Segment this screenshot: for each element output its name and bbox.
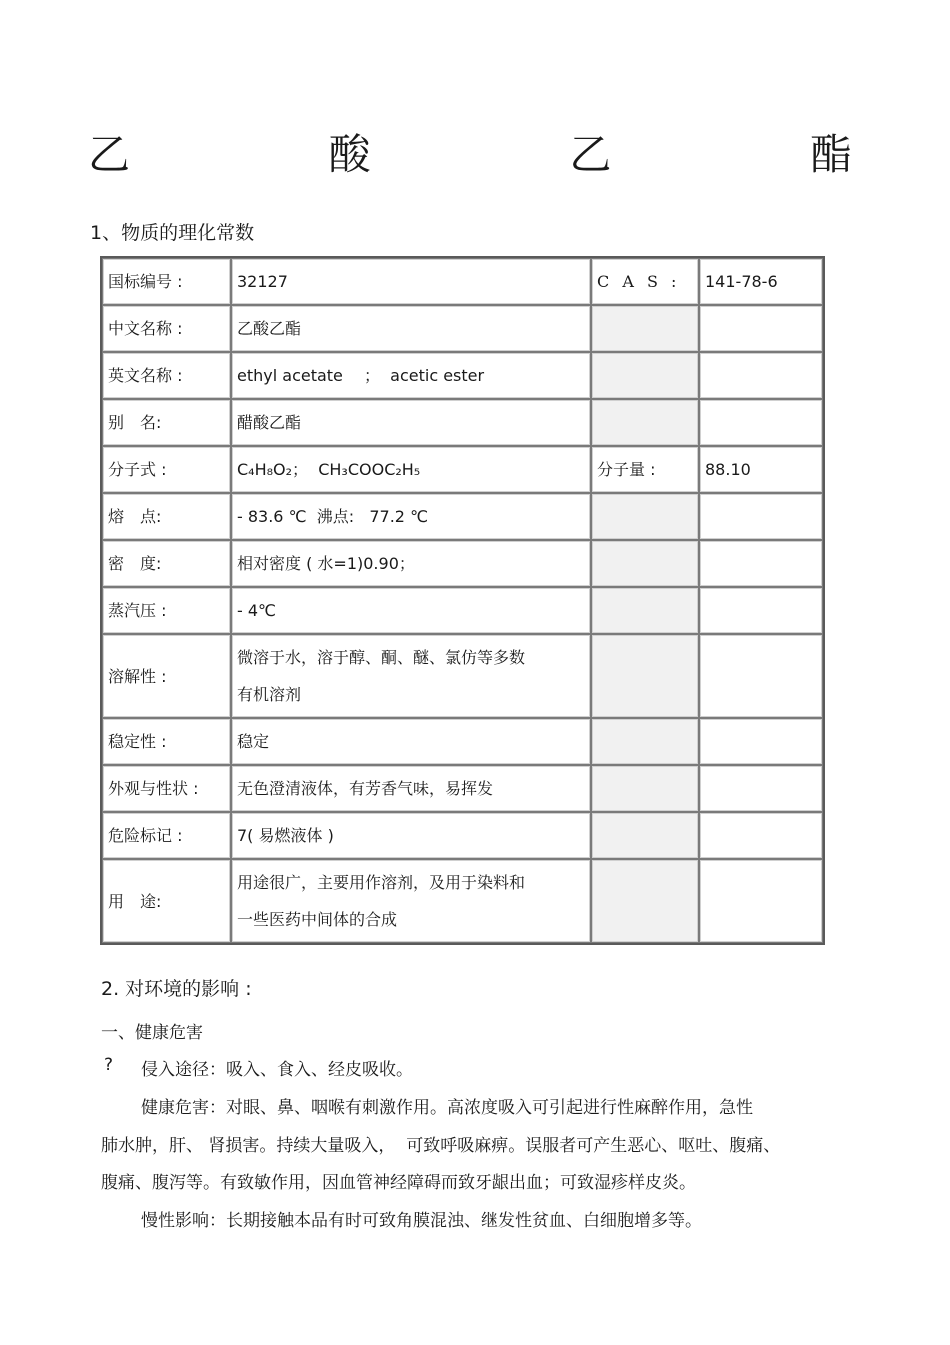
row-label: 溶解性 : [102, 634, 231, 718]
section2-heading: 2. 对环境的影响 : [101, 978, 252, 1000]
row-label: 别 名: [102, 399, 231, 446]
value-line: 用途很广，主要用作溶剂，及用于染料和 [237, 873, 526, 892]
cas-value: 141-78-6 [699, 258, 823, 305]
empty-cell [699, 493, 823, 540]
route-text: 侵入途径：吸入、食入、经皮吸收。 [141, 1060, 413, 1080]
empty-cell [591, 859, 699, 943]
row-value [231, 859, 591, 943]
row-label: 危险标记 : [102, 812, 231, 859]
table-row [102, 859, 823, 943]
row-label: 英文名称 : [102, 352, 231, 399]
empty-cell [591, 399, 699, 446]
section1-heading: 1、物质的理化常数 [90, 222, 255, 244]
empty-cell [699, 765, 823, 812]
empty-cell [591, 812, 699, 859]
health-hazard-subheading: 一、健康危害 [101, 1023, 203, 1043]
empty-cell [591, 587, 699, 634]
title-char: 乙 [569, 130, 612, 179]
cas-label: C A S : [591, 258, 699, 305]
table-row [102, 587, 823, 634]
empty-cell [591, 305, 699, 352]
table-row [102, 540, 823, 587]
bullet-mark: ? [104, 1055, 114, 1075]
row-label: 熔 点: [102, 493, 231, 540]
empty-cell [699, 634, 823, 718]
table-row [102, 812, 823, 859]
row-value: 乙酸乙酯 [231, 305, 591, 352]
molecular-weight-value: 88.10 [699, 446, 823, 493]
table-row [102, 446, 823, 493]
row-label: 密 度: [102, 540, 231, 587]
empty-cell [591, 634, 699, 718]
row-value: 7( 易燃液体 ) [231, 812, 591, 859]
chronic-effects-text: 慢性影响：长期接触本品有时可致角膜混浊、继发性贫血、白细胞增多等。 [141, 1211, 702, 1231]
empty-cell [699, 399, 823, 446]
empty-cell [699, 352, 823, 399]
empty-cell [591, 765, 699, 812]
title-char: 酸 [328, 130, 371, 179]
empty-cell [591, 493, 699, 540]
row-value: 醋酸乙酯 [231, 399, 591, 446]
row-label: 国标编号 : [102, 258, 231, 305]
title-char: 酯 [809, 130, 852, 179]
title-char: 乙 [88, 130, 131, 179]
row-label: 稳定性 : [102, 718, 231, 765]
table-row [102, 718, 823, 765]
row-value: 32127 [231, 258, 591, 305]
row-label: 外观与性状 : [102, 765, 231, 812]
table-row [102, 258, 823, 305]
empty-cell [699, 812, 823, 859]
row-value: 稳定 [231, 718, 591, 765]
row-value: 无色澄清液体，有芳香气味，易挥发 [231, 765, 591, 812]
row-value: 相对密度 ( 水=1)0.90； [231, 540, 591, 587]
table-row [102, 352, 823, 399]
table-row [102, 634, 823, 718]
row-value: ethyl acetate ； acetic ester [231, 352, 591, 399]
empty-cell [591, 352, 699, 399]
value-line: 一些医药中间体的合成 [237, 910, 398, 929]
empty-cell [699, 305, 823, 352]
empty-cell [699, 718, 823, 765]
document-title [88, 122, 852, 182]
molecular-weight-label: 分子量 : [591, 446, 699, 493]
row-value: - 4℃ [231, 587, 591, 634]
empty-cell [699, 540, 823, 587]
row-label: 蒸汽压 : [102, 587, 231, 634]
hazard-line: 肺水肿，肝、 肾损害。持续大量吸入， 可致呼吸麻痹。误服者可产生恶心、呕吐、腹痛、 [101, 1136, 781, 1156]
empty-cell [591, 540, 699, 587]
table-row [102, 305, 823, 352]
hazard-line: 健康危害：对眼、鼻、咽喉有刺激作用。高浓度吸入可引起进行性麻醉作用，急性 [141, 1098, 753, 1118]
value-line: 微溶于水，溶于醇、酮、醚、氯仿等多数 [237, 648, 526, 667]
row-value [231, 634, 591, 718]
row-label: 用 途: [102, 859, 231, 943]
table-row [102, 493, 823, 540]
hazard-line: 腹痛、腹泻等。有致敏作用，因血管神经障碍而致牙龈出血；可致湿疹样皮炎。 [101, 1173, 696, 1193]
properties-table [100, 256, 825, 945]
row-value: C₄H₈O₂； CH₃COOC₂H₅ [231, 446, 591, 493]
row-value: - 83.6 ℃ 沸点: 77.2 ℃ [231, 493, 591, 540]
value-line: 有机溶剂 [237, 685, 302, 704]
table-row [102, 765, 823, 812]
empty-cell [591, 718, 699, 765]
row-label: 中文名称 : [102, 305, 231, 352]
empty-cell [699, 587, 823, 634]
empty-cell [699, 859, 823, 943]
table-row [102, 399, 823, 446]
row-label: 分子式 : [102, 446, 231, 493]
